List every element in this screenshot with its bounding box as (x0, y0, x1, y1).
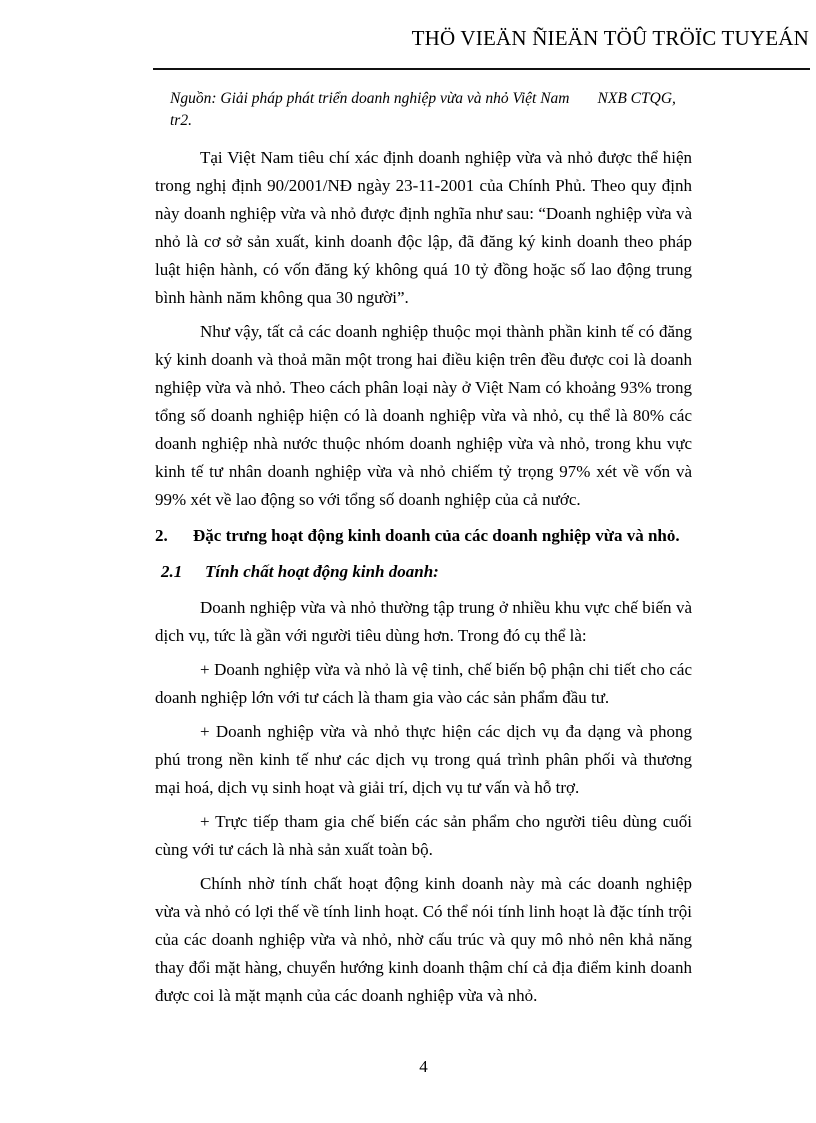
source-text: Nguồn: Giải pháp phát triển doanh nghiệp vừa và nhỏ Việt Nam (170, 90, 570, 107)
section-heading (155, 522, 692, 550)
header-rule (153, 68, 810, 70)
page-footer (155, 1057, 692, 1077)
source-citation (155, 88, 692, 132)
bullet-item-1: + Doanh nghiệp vừa và nhỏ là vệ tinh, chế biến bộ phận chi tiết cho các doanh nghiệp lớn với tư cách là tham gia vào các sản phẩm đầu tư. (155, 660, 692, 707)
source-publisher: NXB CTQG, tr2. (170, 90, 676, 129)
paragraph-intro: Doanh nghiệp vừa và nhỏ thường tập trung ở nhiều khu vực chế biến và dịch vụ, tức là gần với người tiêu dùng hơn. Trong đó cụ thể là: (155, 598, 692, 645)
document-body (155, 88, 692, 1016)
bullet-item-3: + Trực tiếp tham gia chế biến các sản phẩm cho người tiêu dùng cuối cùng với tư cách là nhà sản xuất toàn bộ. (155, 812, 692, 859)
paragraph-definition: Tại Việt Nam tiêu chí xác định doanh nghiệp vừa và nhỏ được thể hiện trong nghị định 90/2001/NĐ ngày 23-11-2001 của Chính Phủ. Theo quy định này doanh nghiệp vừa và nhỏ được định nghĩa như sau: “Doanh nghiệp vừa và nhỏ là cơ sở sản xuất, kinh doanh độc lập, đã đăng ký kinh doanh theo pháp luật hiện hành, có vốn đăng ký không quá 10 tỷ đồng hoặc số lao động trung bình hành năm không qua 30 người”. (155, 148, 692, 307)
subsection-title: Tính chất hoạt động kinh doanh: (205, 562, 439, 581)
library-watermark-text: THÖ VIEÄN ÑIEÄN TÖÛ TRÖÏC TUYEÁN (411, 26, 809, 50)
paragraph-closing: Chính nhờ tính chất hoạt động kinh doanh này mà các doanh nghiệp vừa và nhỏ có lợi thế về tính linh hoạt. Có thể nói tính linh hoạt là đặc tính trội của các doanh nghiệp vừa và nhỏ, nhờ cấu trúc và quy mô nhỏ nên khả năng thay đổi mặt hàng, chuyển hướng kinh doanh thậm chí cả địa điểm kinh doanh được coi là mặt mạnh của các doanh nghiệp vừa và nhỏ. (155, 874, 692, 1005)
subsection-number: 2.1 (161, 562, 183, 581)
page-number: 4 (419, 1057, 428, 1076)
bullet-item-2: + Doanh nghiệp vừa và nhỏ thực hiện các dịch vụ đa dạng và phong phú trong nền kinh tế như các dịch vụ trong quá trình phân phối và thương mại hoá, dịch vụ sinh hoạt và giải trí, dịch vụ tư vấn và hỗ trợ. (155, 722, 692, 797)
section-number: 2. (155, 526, 168, 545)
section-title: Đặc trưng hoạt động kinh doanh của các doanh nghiệp vừa và nhỏ. (193, 526, 680, 545)
subsection-heading (155, 558, 692, 586)
paragraph-classification: Như vậy, tất cả các doanh nghiệp thuộc mọi thành phần kinh tế có đăng ký kinh doanh và thoả mãn một trong hai điều kiện trên đều được coi là doanh nghiệp vừa và nhỏ. Theo cách phân loại này ở Việt Nam có khoảng 93% trong tổng số doanh nghiệp hiện có là doanh nghiệp vừa và nhỏ, cụ thể là 80% các doanh nghiệp nhà nước thuộc nhóm doanh nghiệp vừa và nhỏ, trong khu vực kinh tế tư nhân doanh nghiệp vừa và nhỏ chiếm tỷ trọng 97% xét về vốn và 99% xét về lao động so với tổng số doanh nghiệp của cả nước. (155, 322, 692, 509)
